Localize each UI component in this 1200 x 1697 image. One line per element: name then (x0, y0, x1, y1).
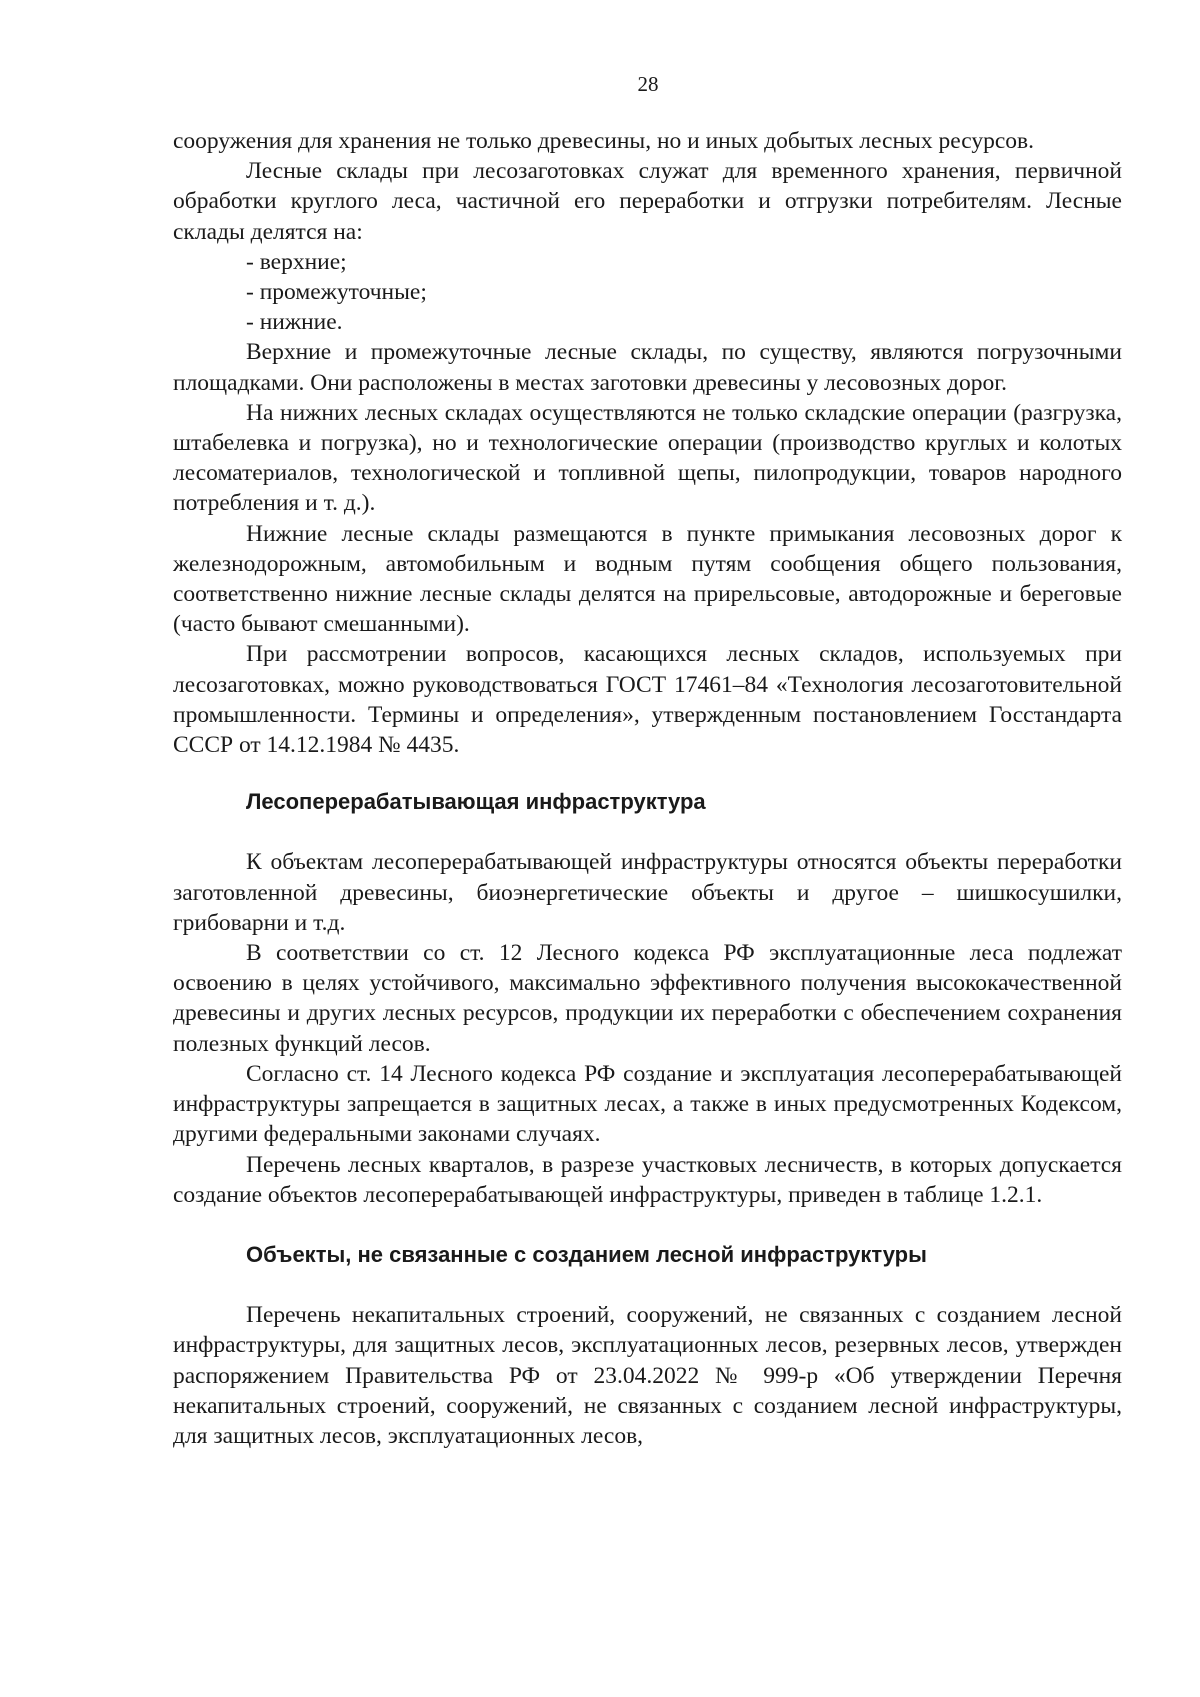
paragraph: Перечень лесных кварталов, в разрезе участковых лесничеств, в которых допускается создание объектов лесоперерабатывающей инфраструктуры, приведен в таблице 1.2.1. (173, 1151, 1122, 1208)
section-heading: Лесоперерабатывающая инфраструктура (246, 789, 706, 815)
paragraph: Согласно ст. 14 Лесного кодекса РФ создание и эксплуатация лесоперерабатывающей инфраструктуры запрещается в защитных лесах, а также в иных предусмотренных Кодексом, другими федеральными законами случаях. (173, 1060, 1122, 1148)
paragraph: На нижних лесных складах осуществляются не только складские операции (разгрузка, штабелевка и погрузка), но и технологические операции (производство круглых и колотых лесоматериалов, технологической и топливной щепы, пилопродукции, товаров народного потребления и т. д.). (173, 399, 1122, 517)
paragraph: Лесные склады при лесозаготовках служат для временного хранения, первичной обработки круглого леса, частичной его переработки и отгрузки потребителям. Лесные склады делятся на: (173, 158, 1122, 245)
list-item: - промежуточные; (246, 279, 427, 306)
paragraph: Перечень некапитальных строений, сооружений, не связанных с созданием лесной инфраструктуры, для защитных лесов, эксплуатационных лесов, резервных лесов, утвержден распоряжением Правительства РФ от 23.04.2022 № 999-р «Об утверждении Перечня некапитальных строений, сооружений, не связанных с созданием лесной инфраструктуры, для защитных лесов, эксплуатационных лесов, (173, 1302, 1122, 1449)
paragraph: При рассмотрении вопросов, касающихся лесных складов, используемых при лесозаготовках, можно руководствоваться ГОСТ 17461–84 «Технология лесозаготовительной промышленности. Термины и определения», утвержденным постановлением Госстандарта СССР от 14.12.1984 № 4435. (173, 641, 1122, 759)
paragraph: Нижние лесные склады размещаются в пункте примыкания лесовозных дорог к железнодорожным, автомобильным и водным путям сообщения общего пользования, соответственно нижние лесные склады делятся на прирельсовые, автодорожные и береговые (часто бывают смешанными). (173, 520, 1122, 638)
list-item: - верхние; (246, 248, 347, 275)
paragraph: В соответствии со ст. 12 Лесного кодекса РФ эксплуатационные леса подлежат освоению в целях устойчивого, максимально эффективного получения высококачественной древесины и других лесных ресурсов, продукции их переработки с обеспечением сохранения полезных функций лесов. (173, 940, 1122, 1057)
page-number: 28 (637, 72, 659, 96)
list-item: - нижние. (246, 309, 343, 336)
document-body (173, 126, 1122, 1451)
paragraph: К объектам лесоперерабатывающей инфраструктуры относятся объекты переработки заготовленной древесины, биоэнергетические объекты и другое – шишкосушилки, грибоварни и т.д. (173, 849, 1122, 936)
paragraph: Верхние и промежуточные лесные склады, по существу, являются погрузочными площадками. Они расположены в местах заготовки древесины у лесовозных дорог. (173, 339, 1122, 396)
paragraph: сооружения для хранения не только древесины, но и иных добытых лесных ресурсов. (173, 128, 1035, 154)
section-heading: Объекты, не связанные с созданием лесной инфраструктуры (246, 1241, 927, 1267)
